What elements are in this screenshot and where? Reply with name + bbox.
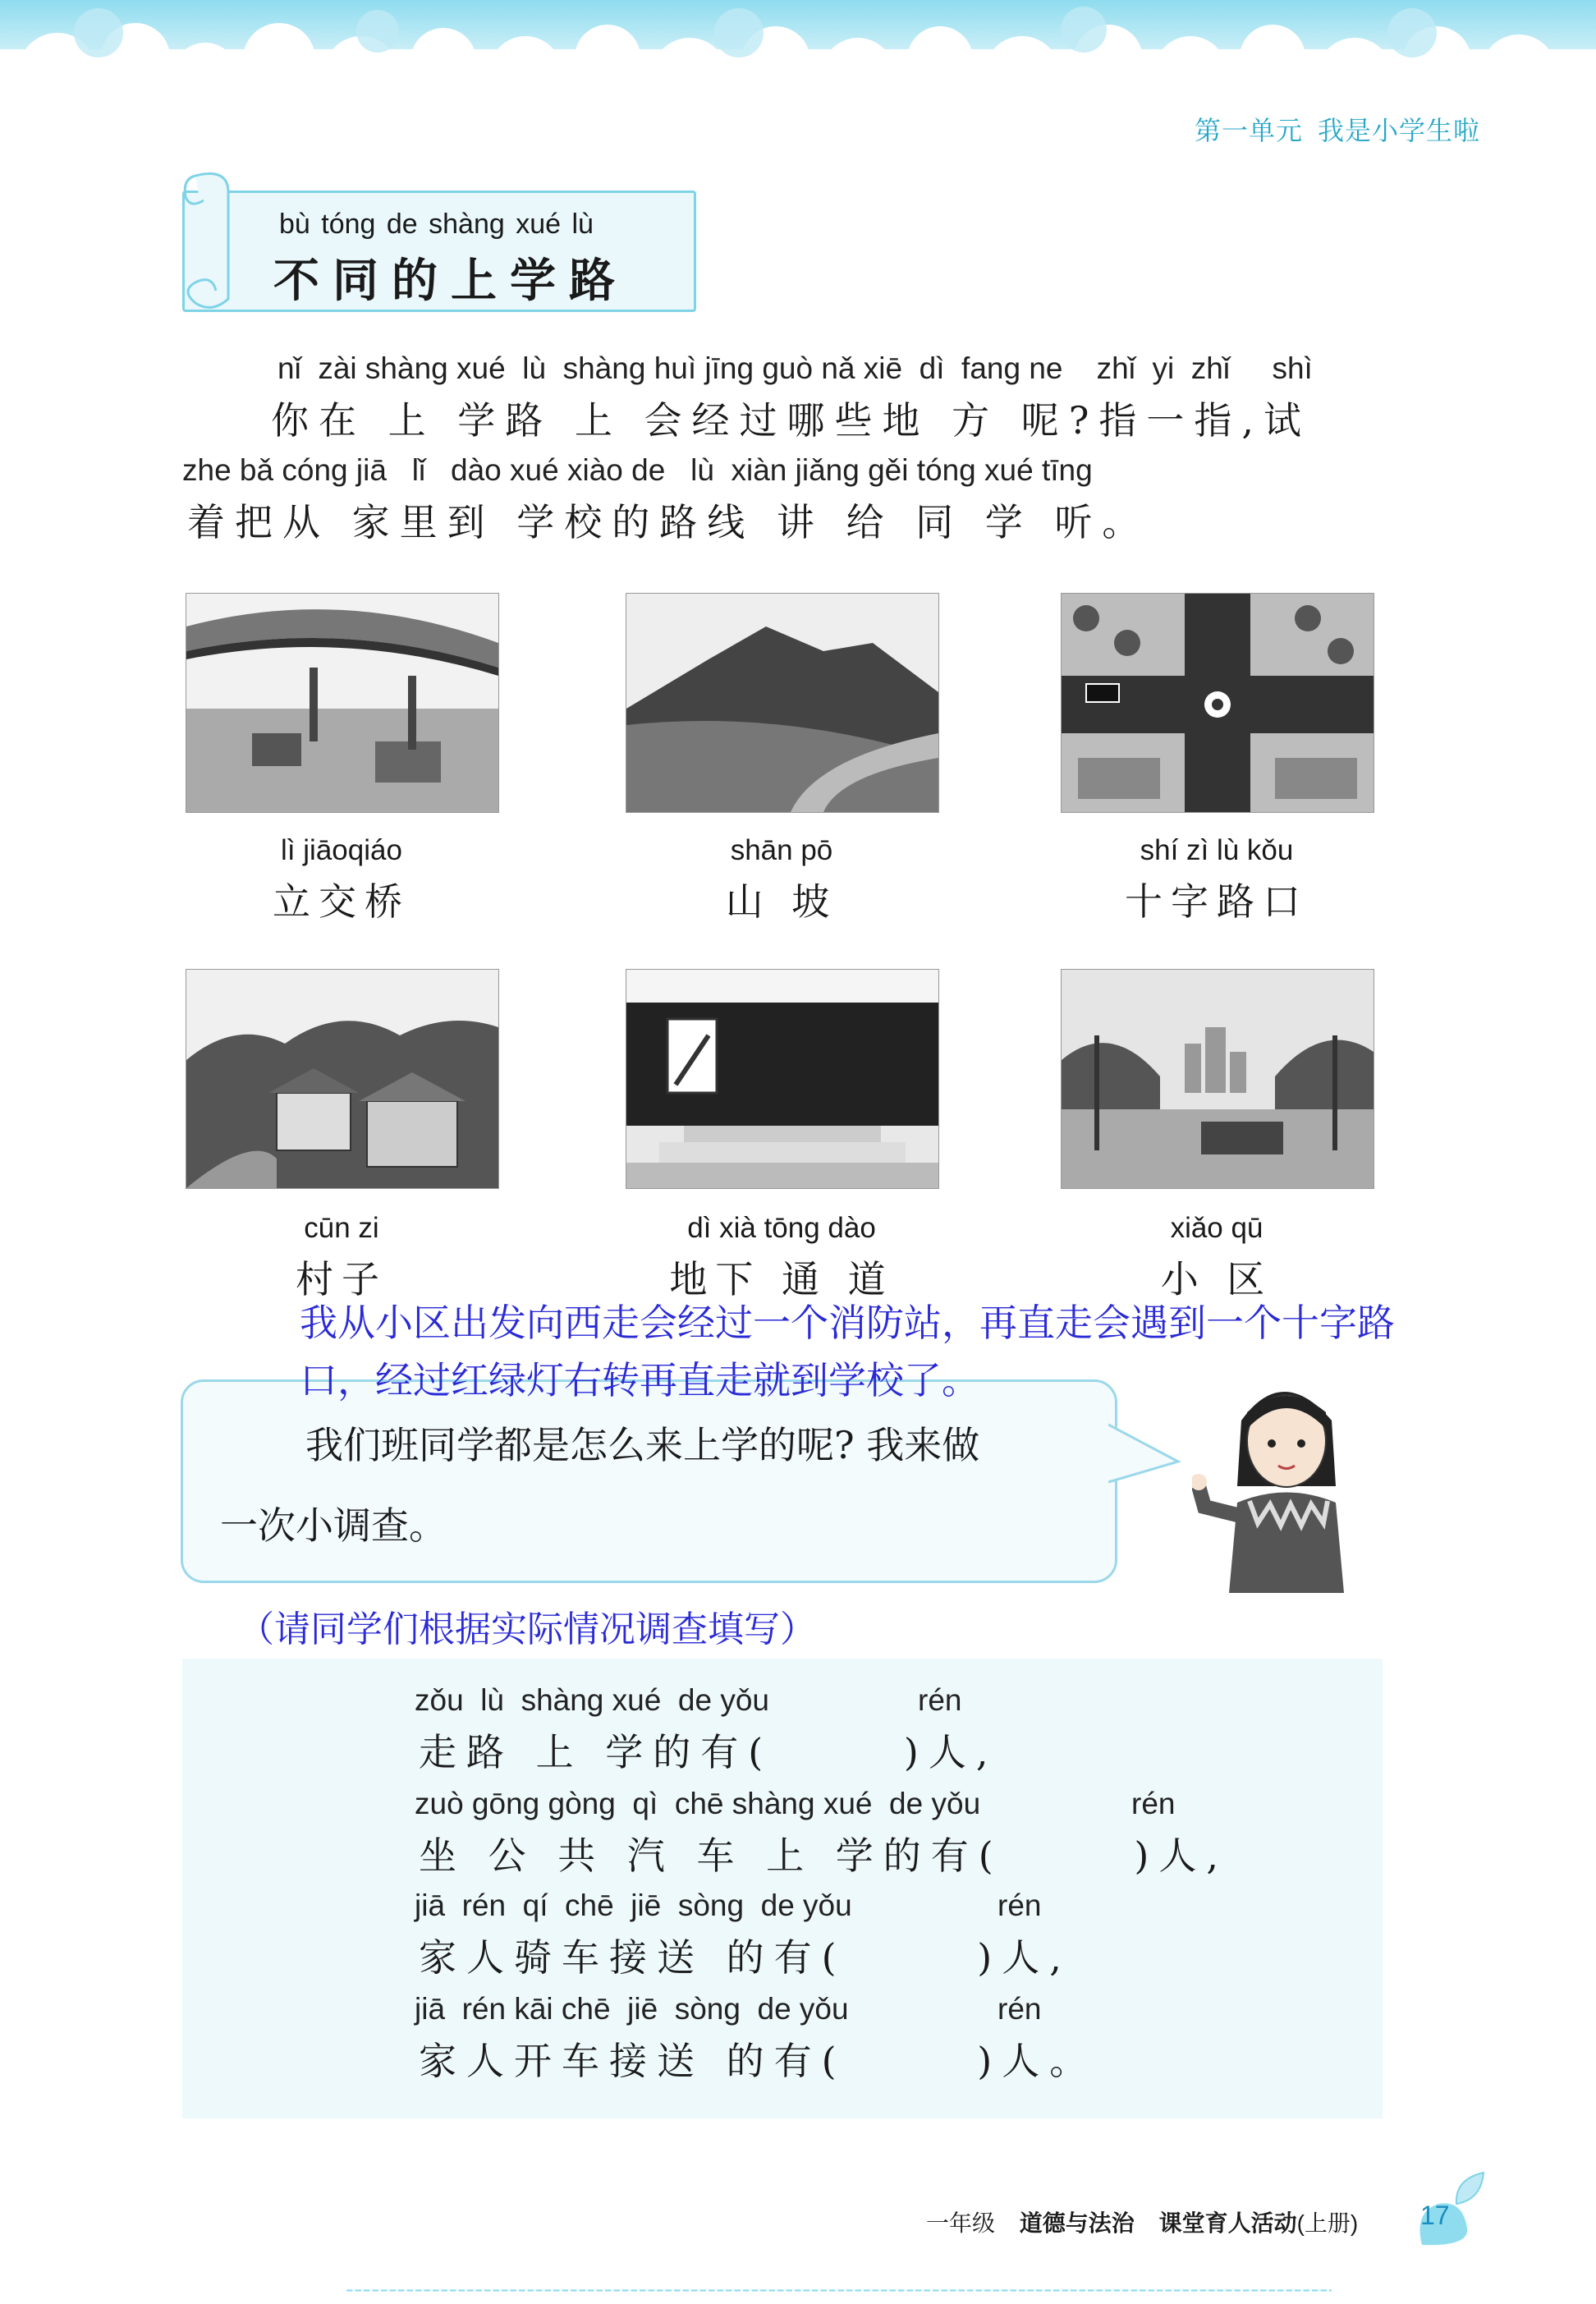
survey-row3-pinyin: jiā rén qí chē jiē sòng de yǒu (415, 1889, 852, 1922)
question-line2-pinyin: zhe bǎ cóng jiā lǐ dào xué xiào de lù xiàn jiǎng gěi tóng xué tīng (182, 453, 1093, 487)
crossroads-picture (1061, 593, 1374, 813)
question-line1-text: 你在 上 学路 上 会经过哪些地 方 呢?指一指,试 (271, 398, 1312, 443)
title-pinyin: bù tóng de shàng xué lù (279, 209, 594, 240)
survey-row1-pinyin: zǒu lù shàng xué de yǒu (415, 1683, 769, 1717)
footer-subject: 道德与法治 (1019, 2210, 1135, 2236)
residential-area-picture (1061, 969, 1374, 1189)
picture-label-hillside: 山 坡 (725, 879, 838, 924)
student-answer-text: 我从小区出发向西走会经过一个消防站，再直走会遇到一个十字路口，经过红绿灯右转再直走就到学校了。 (300, 1301, 1395, 1402)
overpass-picture (186, 593, 499, 813)
survey-row2-text: 坐 公 共 汽 车 上 学的有( )人, (419, 1834, 1228, 1878)
question-line1-pinyin: nǐ zài shàng xué lù shàng huì jīng guò nǎ xiē dì fang ne zhǐ yi zhǐ shì (277, 351, 1313, 385)
bubble-text-line1: 我们班同学都是怎么来上学的呢? 我来做 (305, 1423, 980, 1467)
picture-pinyin-underpass: dì xià tōng dào (687, 1212, 876, 1244)
survey-row3-ren-pinyin: rén (998, 1889, 1042, 1922)
sprout-icon (1406, 2155, 1496, 2253)
survey-row4-ren-pinyin: rén (998, 1992, 1042, 2026)
picture-pinyin-village: cūn zi (304, 1212, 379, 1244)
footer-grade: 一年级 (926, 2210, 996, 2236)
picture-pinyin-crossroads: shí zì lù kǒu (1140, 834, 1294, 866)
survey-row3-text: 家人骑车接送 的有( )人, (419, 1935, 1071, 1980)
hillside-picture (626, 593, 939, 813)
survey-row1-text: 走路 上 学的有( )人, (419, 1730, 998, 1774)
survey-row2-ren-pinyin: rén (1131, 1787, 1176, 1820)
speech-bubble (181, 1379, 1117, 1583)
survey-instruction: （请同学们根据实际情况调查填写） (238, 1609, 816, 1650)
picture-pinyin-residential: xiǎo qū (1170, 1212, 1264, 1244)
scroll-ornament-icon (179, 168, 236, 314)
speech-bubble-tail-icon (1108, 1420, 1182, 1486)
survey-row4-pinyin: jiā rén kāi chē jiē sòng de yǒu (415, 1992, 849, 2026)
survey-row4-text: 家人开车接送 的有( )人。 (419, 2039, 1098, 2083)
picture-label-crossroads: 十字路口 (1125, 879, 1309, 924)
picture-pinyin-hillside: shān pō (730, 834, 833, 866)
picture-label-overpass: 立交桥 (273, 879, 410, 924)
footer-divider (182, 2289, 1496, 2292)
footer-volume: (上册) (1296, 2210, 1359, 2236)
picture-label-underpass: 地下 通 道 (669, 1257, 894, 1301)
unit-header (1195, 110, 1480, 148)
page-number: 17 (1420, 2201, 1450, 2230)
picture-label-residential: 小 区 (1160, 1257, 1273, 1301)
footer-book: 课堂育人活动 (1158, 2210, 1297, 2236)
picture-label-village: 村子 (296, 1257, 388, 1301)
survey-row2-pinyin: zuò gōng gòng qì chē shàng xué de yǒu (415, 1787, 981, 1820)
footer-book-info (926, 2205, 1358, 2238)
underpass-picture (626, 969, 939, 1189)
bubble-text-line2: 一次小调查。 (220, 1503, 447, 1548)
question-line2-text: 着把从 家里到 学校的路线 讲 给 同 学 听。 (187, 500, 1150, 544)
survey-row1-ren-pinyin: rén (918, 1683, 962, 1717)
picture-pinyin-overpass: lì jiāoqiáo (281, 834, 402, 866)
page-title: 不同的上学路 (273, 254, 628, 308)
unit-title: 我是小学生啦 (1318, 116, 1481, 145)
village-picture (186, 969, 499, 1189)
unit-number: 第一单元 (1195, 116, 1304, 145)
